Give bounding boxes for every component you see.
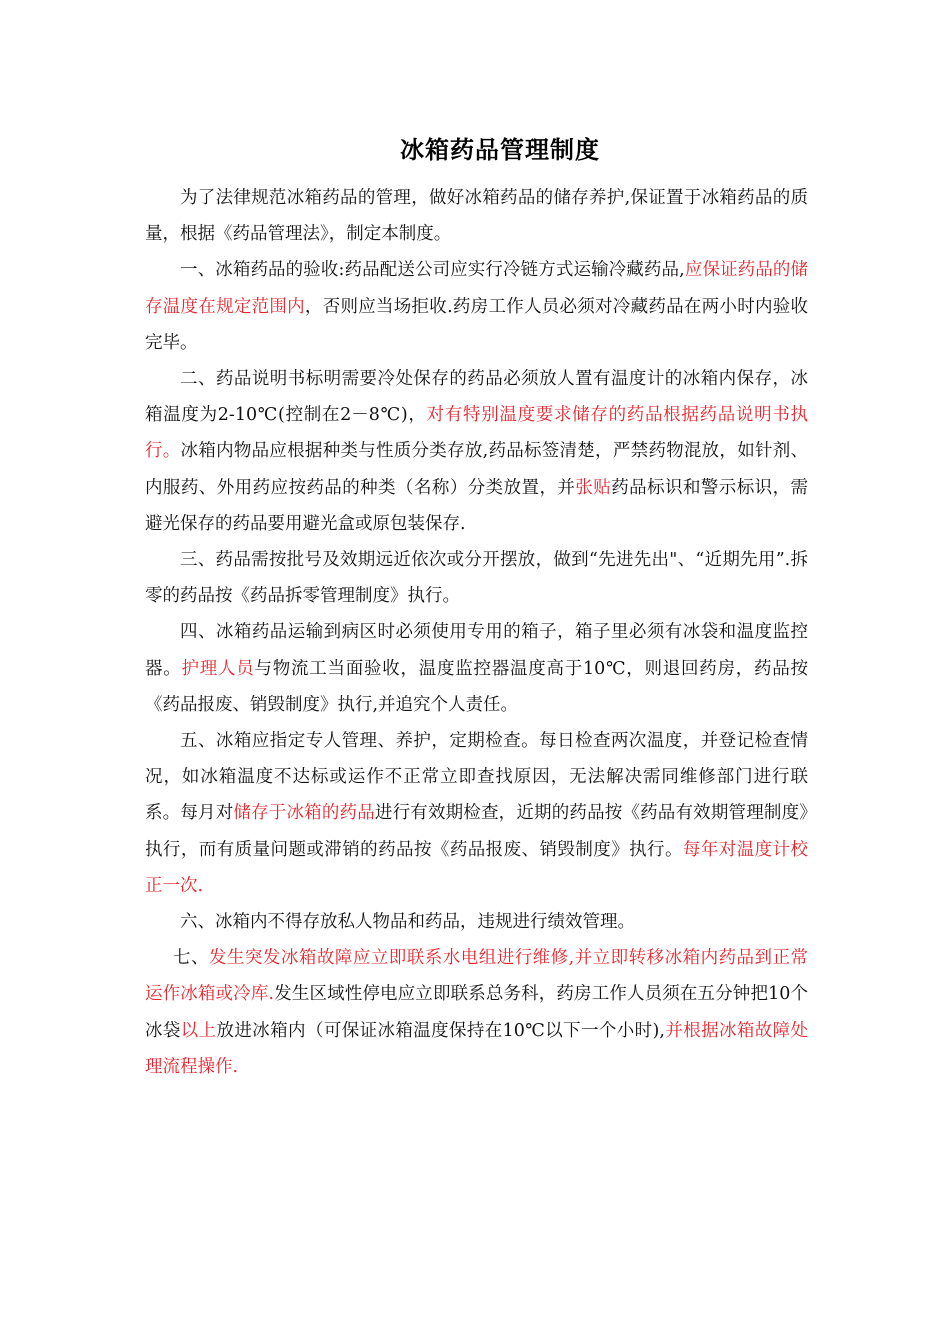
- highlighted-text: 应保证药品的储存温度在规定范围内: [145, 260, 809, 317]
- paragraph-7-emergency: [145, 940, 808, 1085]
- text-segment: 三、药品需按批号及效期远近依次或分开摆放，做到“先进先出"、“近期先用”.拆零的药品按《药品拆零管理制度》执行。: [145, 550, 808, 607]
- highlighted-text: 发生突发冰箱故障应立即联系水电组进行维修,并立即转移冰箱内药品到正常运作冰箱或冷库.: [145, 948, 808, 1005]
- text-segment: 发生区域性停电应立即联系总务科，药房工作人员须在五分钟把10个冰袋: [145, 984, 808, 1041]
- paragraph-3-batch-order: [145, 542, 808, 614]
- highlighted-text: 并根据冰箱故障处理流程操作.: [145, 1020, 809, 1077]
- document-body: [145, 180, 808, 1085]
- text-segment: 药品标识和警示标识，需避光保存的药品要用避光盒或原包装保存.: [145, 477, 809, 534]
- highlighted-text: 储存于冰箱的药品: [233, 803, 375, 824]
- text-segment: 冰箱内物品应根据种类与性质分类存放,药品标签清楚，严禁药物混放，如针剂、内服药、外用药应按药品的种类（名称）分类放置，并: [145, 441, 809, 498]
- highlighted-text: 对有特别温度要求储存的药品根据药品说明书执行。: [145, 405, 809, 462]
- text-segment: 进行有效期检查，近期的药品按《药品有效期管理制度》执行，而有质量问题或滞销的药品按《药品报废、销毁制度》执行。: [145, 803, 809, 860]
- highlighted-text: 护理人员: [181, 658, 255, 679]
- highlighted-text: 张贴: [575, 477, 612, 498]
- text-segment: 放进冰箱内（可保证冰箱温度保持在10℃以下一个小时),: [216, 1020, 665, 1041]
- document-title: 冰箱药品管理制度: [400, 136, 600, 164]
- text-segment: 二、药品说明书标明需要冷处保存的药品必须放人置有温度计的冰箱内保存，冰箱温度为2-10℃(控制在2－8℃)，: [145, 369, 808, 426]
- text-segment: ，否则应当场拒收.药房工作人员必须对冷藏药品在两小时内验收完毕。: [145, 296, 809, 353]
- paragraph-2-storage: [145, 361, 808, 542]
- paragraph-5-inspection: [145, 723, 808, 904]
- paragraph-1-acceptance: [145, 252, 808, 361]
- text-segment: 五、冰箱应指定专人管理、养护，定期检查。每日检查两次温度，并登记检查情况，如冰箱温度不达标或运作不正常立即查找原因，无法解决需同维修部门进行联系。每月对: [145, 731, 808, 824]
- text-segment: 与物流工当面验收，温度监控器温度高于10℃，则退回药房，药品按《药品报废、销毁制度》执行,并追究个人责任。: [145, 658, 809, 715]
- paragraph-4-transport: [145, 614, 808, 723]
- text-segment: 为了法律规范冰箱药品的管理，做好冰箱药品的储存养护,保证置于冰箱药品的质量，根据《药品管理法》，制定本制度。: [145, 188, 808, 245]
- text-segment: 一、冰箱药品的验收:药品配送公司应实行冷链方式运输冷藏药品,: [180, 260, 685, 281]
- text-segment: 七、: [173, 948, 209, 969]
- highlighted-text: 以上: [180, 1020, 217, 1041]
- paragraph-intro: [145, 180, 808, 252]
- paragraph-6-prohibition: [145, 904, 808, 940]
- text-segment: 六、冰箱内不得存放私人物品和药品，违规进行绩效管理。: [180, 912, 635, 933]
- highlighted-text: 每年对温度计校正一次.: [145, 839, 809, 896]
- text-segment: 四、冰箱药品运输到病区时必须使用专用的箱子，箱子里必须有冰袋和温度监控器。: [145, 622, 808, 679]
